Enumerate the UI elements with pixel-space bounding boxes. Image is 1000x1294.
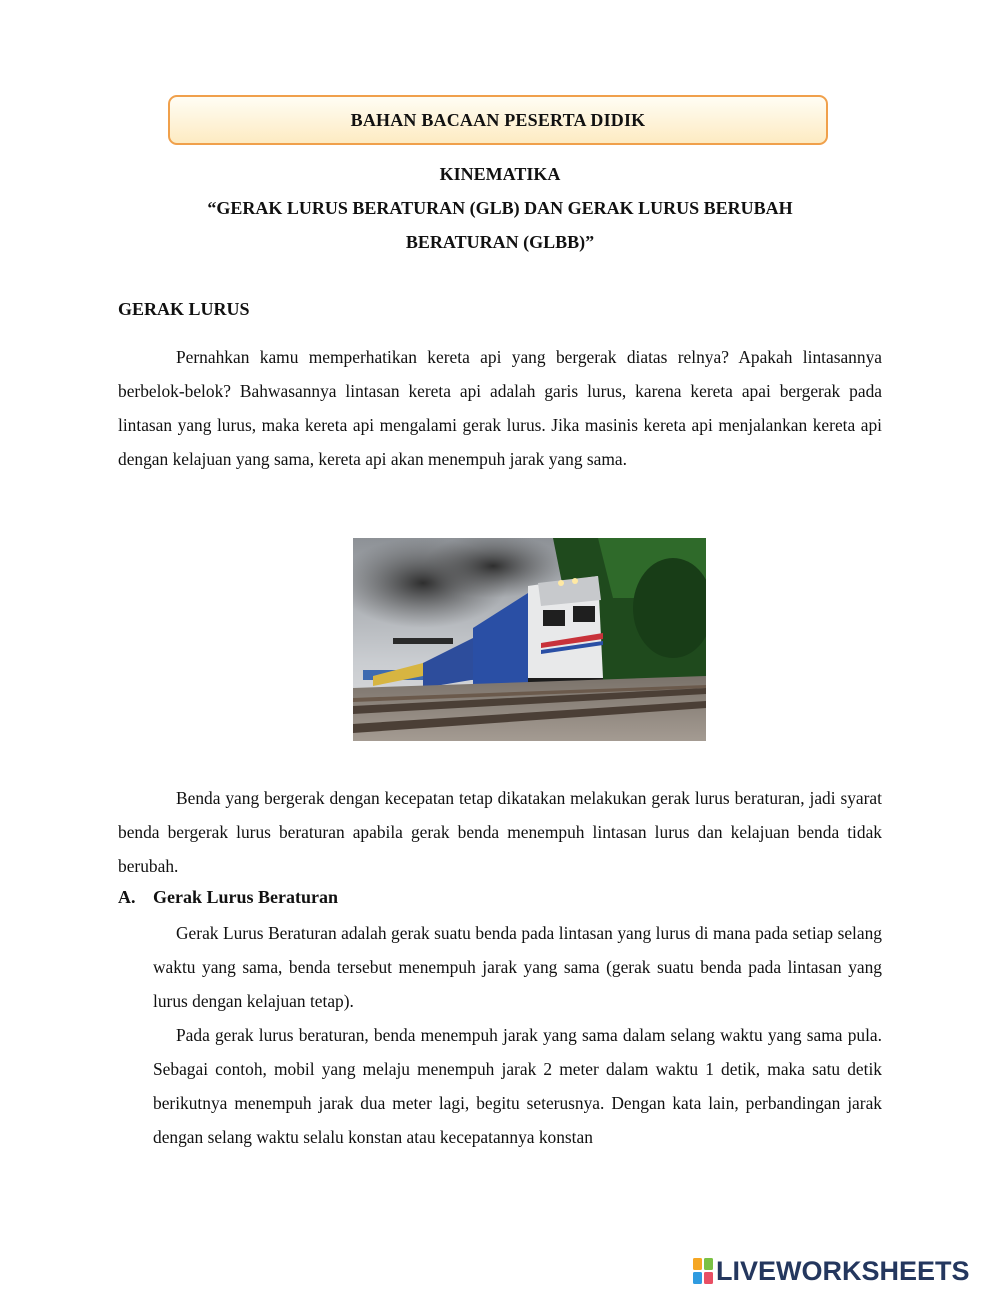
liveworksheets-icon xyxy=(693,1258,713,1284)
section-heading: GERAK LURUS xyxy=(118,299,250,319)
title-line-1: “GERAK LURUS BERATURAN (GLB) DAN GERAK LURUS BERUBAH xyxy=(207,198,793,218)
title-line-2: BERATURAN (GLBB)” xyxy=(405,232,595,252)
glb-example-paragraph: Pada gerak lurus beraturan, benda menempuh jarak yang sama dalam selang waktu yang sama pula. Sebagai contoh, mobil yang melaju menempuh jarak 2 meter dalam waktu 1 detik, maka satu detik berikutnya menempuh jarak dua meter lagi, begitu seterusnya. Dengan kata lain, perbandingan jarak dengan selang waktu selalu konstan atau kecepatannya konstan xyxy=(153,1025,882,1147)
topic-heading: KINEMATIKA xyxy=(439,164,561,184)
liveworksheets-logo xyxy=(693,1256,970,1286)
subsection-marker: A. xyxy=(118,887,136,907)
subsection-heading: Gerak Lurus Beraturan xyxy=(153,887,339,907)
intro-paragraph: Pernahkan kamu memperhatikan kereta api yang bergerak diatas relnya? Apakah lintasannya berbelok-belok? Bahwasannya lintasan kereta api adalah garis lurus, karena kereta apai bergerak pada lintasan yang lurus, maka kereta api mengalami gerak lurus. Jika masinis kereta api menjalankan kereta api dengan kelajuan yang sama, kereta api akan menempuh jarak yang sama. xyxy=(118,347,882,469)
glb-definition-paragraph: Gerak Lurus Beraturan adalah gerak suatu benda pada lintasan yang lurus di mana pada setiap selang waktu yang sama, benda tersebut menempuh jarak yang sama (gerak suatu benda pada lintasan yang lurus dengan kelajuan tetap). xyxy=(153,923,882,1011)
train-photo xyxy=(353,538,706,741)
reading-material-banner: BAHAN BACAAN PESERTA DIDIK xyxy=(168,95,828,145)
liveworksheets-wordmark: LIVEWORKSHEETS xyxy=(716,1255,970,1286)
definition-paragraph: Benda yang bergerak dengan kecepatan tetap dikatakan melakukan gerak lurus beraturan, jadi syarat benda bergerak lurus beraturan apabila gerak benda menempuh lintasan lurus dan kelajuan benda tidak berubah. xyxy=(118,788,882,876)
